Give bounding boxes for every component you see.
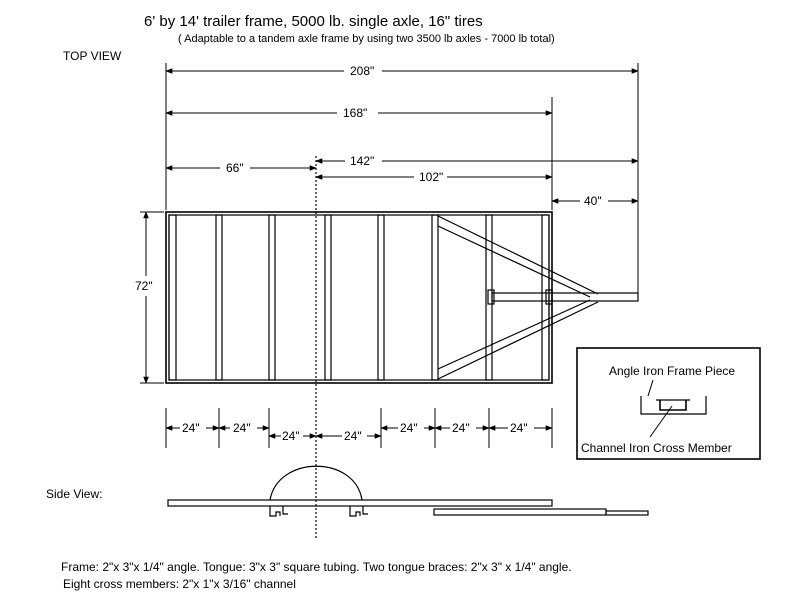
tongue-side	[434, 509, 606, 515]
channel-iron-label: Channel Iron Cross Member	[581, 441, 732, 455]
dimension-102	[316, 170, 552, 184]
spacing-label: 24"	[233, 421, 251, 435]
angle-iron-section	[641, 396, 706, 414]
tongue-tube	[488, 290, 638, 304]
dim-width-label: 72"	[135, 279, 153, 293]
dimension-66	[166, 161, 316, 175]
dimension-72	[135, 212, 164, 383]
dim-overall-label: 208"	[350, 64, 375, 78]
channel-section	[660, 400, 686, 410]
spacing-label: 24"	[282, 429, 300, 443]
extension-lines	[166, 63, 638, 296]
cross-member	[216, 215, 222, 380]
spacing-label: 24"	[400, 421, 418, 435]
materials-note: Frame: 2"x 3"x 1/4" angle. Tongue: 3"x 3" square tubing. Two tongue braces: 2"x 3" x 1/4" angle.	[61, 560, 572, 574]
dim-frame-length-label: 168"	[343, 106, 368, 120]
dim-tongue-label: 40"	[584, 194, 602, 208]
dimension-208	[166, 64, 638, 78]
cross-members	[216, 215, 492, 380]
dimension-142	[316, 154, 638, 168]
spring-hanger	[350, 506, 360, 516]
cross-member-note: Eight cross members: 2"x 1"x 3/16" channel	[63, 577, 296, 591]
cross-spacing-dimensions	[166, 421, 552, 443]
spring-hanger	[270, 506, 280, 516]
spacing-label: 24"	[344, 429, 362, 443]
cross-member	[325, 215, 331, 380]
cross-member	[378, 215, 384, 380]
dimension-40	[552, 194, 638, 208]
angle-iron-label: Angle Iron Frame Piece	[609, 364, 736, 378]
spacing-label: 24"	[510, 421, 528, 435]
dim-axle-rear-label: 66"	[226, 161, 244, 175]
tongue-braces	[438, 216, 598, 379]
diagram-title: 6' by 14' trailer frame, 5000 lb. single axle, 16" tires	[144, 13, 483, 30]
frame-side	[168, 500, 552, 506]
dim-axle-hitch-label: 142"	[350, 154, 375, 168]
side-view	[168, 466, 648, 516]
top-view-label: TOP VIEW	[63, 49, 122, 63]
spacing-label: 24"	[182, 421, 200, 435]
dimension-168	[166, 106, 552, 120]
tire-outline	[270, 466, 362, 500]
spacing-label: 24"	[452, 421, 470, 435]
hitch-side	[606, 511, 648, 515]
side-view-label: Side View:	[46, 487, 103, 501]
diagram-subtitle: ( Adaptable to a tandem axle frame by using two 3500 lb axles - 7000 lb total)	[178, 33, 555, 45]
cross-section-legend	[577, 348, 760, 459]
dim-axle-front-label: 102"	[419, 170, 444, 184]
cross-member	[432, 215, 438, 380]
cross-member	[269, 215, 275, 380]
